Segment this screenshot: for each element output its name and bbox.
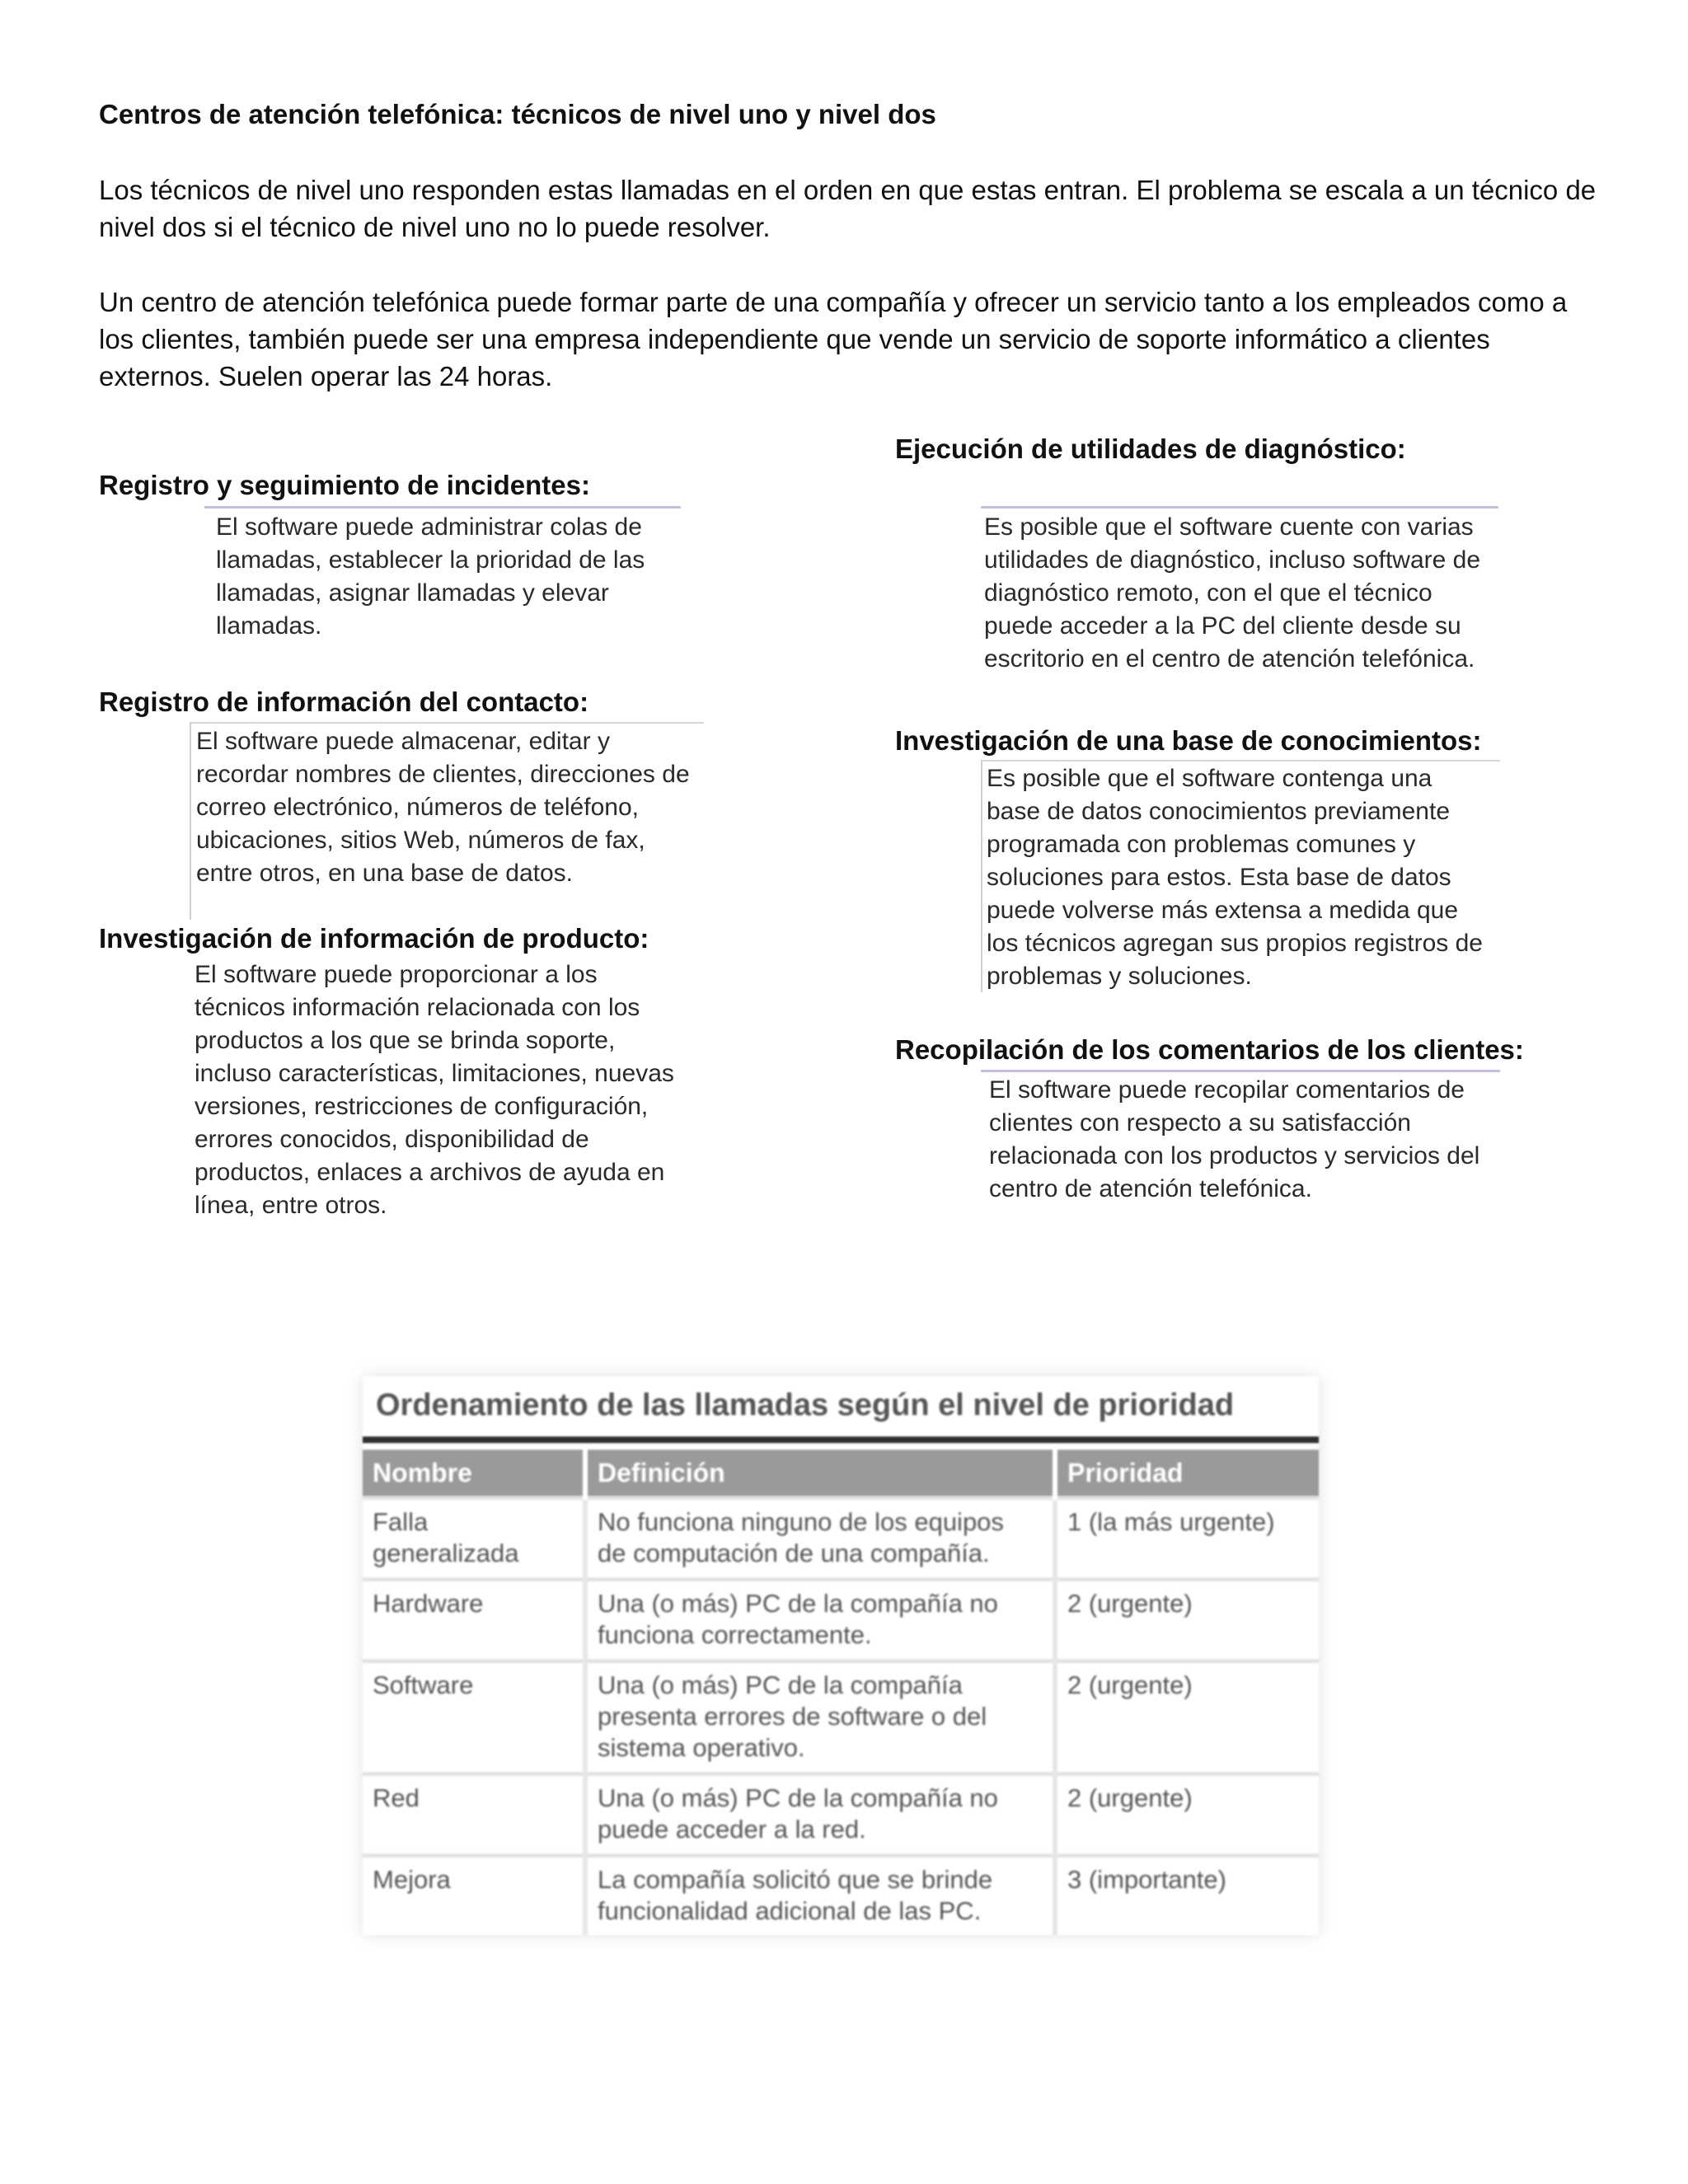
desc-diagnostico: Es posible que el software cuente con varias utilidades de diagnóstico, incluso software de diagnóstico remoto, con el que el técnico puede acceder a la PC del cliente desde su escritorio en el centro de atención telefónica. xyxy=(984,513,1481,673)
divider-line xyxy=(981,1070,1500,1072)
desc-registro-incidentes: El software puede administrar colas de llamadas, establecer la prioridad de las llamadas, asignar llamadas y elevar llamadas. xyxy=(216,513,645,640)
desc-conocimientos: Es posible que el software contenga una base de datos conocimientos previamente programada con problemas comunes y soluciones para estos. Esta base de datos puede volverse más extensa a medida que los técnicos agregan sus propios registros de problemas y soluciones. xyxy=(987,765,1483,990)
cell-nombre: Red xyxy=(363,1774,585,1856)
cell-definicion: No funciona ninguno de los equipos de computación de una compañía. xyxy=(585,1498,1055,1580)
cell-definicion: La compañía solicitó que se brinde funcionalidad adicional de las PC. xyxy=(585,1856,1055,1936)
desc-investigacion-producto: El software puede proporcionar a los técnicos información relacionada con los productos a los que se brinda soporte, incluso características, limitaciones, nuevas versiones, restricciones de configuración, errores conocidos, disponibilidad de productos, enlaces a archivos de ayuda en línea, entre otros. xyxy=(195,961,674,1219)
table-header-row xyxy=(363,1450,1319,1498)
table-title: Ordenamiento de las llamadas según el nivel de prioridad xyxy=(376,1388,1235,1422)
heading-conocimientos: Investigación de una base de conocimientos: xyxy=(895,725,1482,756)
cell-definicion: Una (o más) PC de la compañía no funciona correctamente. xyxy=(585,1580,1055,1661)
cell-prioridad: 2 (urgente) xyxy=(1055,1580,1319,1661)
desc-comentarios: El software puede recopilar comentarios de clientes con respecto a su satisfacción relacionada con los productos y servicios del centro de atención telefónica. xyxy=(989,1076,1480,1202)
heading-investigacion-producto: Investigación de información de producto: xyxy=(99,923,649,954)
cell-nombre: Hardware xyxy=(363,1580,585,1661)
priority-table xyxy=(363,1450,1319,1935)
cell-nombre: Mejora xyxy=(363,1856,585,1936)
divider-line xyxy=(190,722,704,724)
heading-registro-incidentes: Registro y seguimiento de incidentes: xyxy=(99,470,590,500)
desc-registro-contacto: El software puede almacenar, editar y recordar nombres de clientes, direcciones de correo electrónico, números de teléfono, ubicaciones, sitios Web, números de fax, entre otros, en una base de datos. xyxy=(196,728,690,887)
cell-prioridad: 2 (urgente) xyxy=(1055,1661,1319,1774)
header-nombre: Nombre xyxy=(363,1450,585,1498)
table-title-bar xyxy=(363,1436,1319,1443)
divider-line xyxy=(981,760,982,992)
intro-paragraph-2: Un centro de atención telefónica puede formar parte de una compañía y ofrecer un servicio tanto a los empleados como a los clientes, también puede ser una empresa independiente que vende un servicio de soporte informático a clientes externos. Suelen operar las 24 horas. xyxy=(99,287,1568,391)
header-prioridad: Prioridad xyxy=(1055,1450,1319,1498)
intro-paragraph-1: Los técnicos de nivel uno responden estas llamadas en el orden en que estas entran. El problema se escala a un técnico de nivel dos si el técnico de nivel uno no lo puede resolver. xyxy=(99,175,1597,242)
heading-registro-contacto: Registro de información del contacto: xyxy=(99,687,589,717)
divider-line xyxy=(981,506,1498,509)
table-row xyxy=(363,1661,1319,1774)
cell-prioridad: 3 (importante) xyxy=(1055,1856,1319,1936)
heading-diagnostico: Ejecución de utilidades de diagnóstico: xyxy=(895,434,1406,464)
cell-nombre: Falla generalizada xyxy=(363,1498,585,1580)
priority-table-figure xyxy=(363,1376,1319,1935)
cell-nombre: Software xyxy=(363,1661,585,1774)
cell-definicion: Una (o más) PC de la compañía no puede acceder a la red. xyxy=(585,1774,1055,1856)
divider-line xyxy=(190,722,191,920)
table-row xyxy=(363,1498,1319,1580)
heading-comentarios: Recopilación de los comentarios de los clientes: xyxy=(895,1034,1524,1065)
page-title: Centros de atención telefónica: técnicos de nivel uno y nivel dos xyxy=(99,99,936,129)
cell-prioridad: 1 (la más urgente) xyxy=(1055,1498,1319,1580)
table-row xyxy=(363,1856,1319,1936)
table-row xyxy=(363,1580,1319,1661)
divider-line xyxy=(981,760,1500,762)
cell-prioridad: 2 (urgente) xyxy=(1055,1774,1319,1856)
table-row xyxy=(363,1774,1319,1856)
header-definicion: Definición xyxy=(585,1450,1055,1498)
cell-definicion: Una (o más) PC de la compañía presenta errores de software o del sistema operativo. xyxy=(585,1661,1055,1774)
divider-line xyxy=(204,506,681,509)
